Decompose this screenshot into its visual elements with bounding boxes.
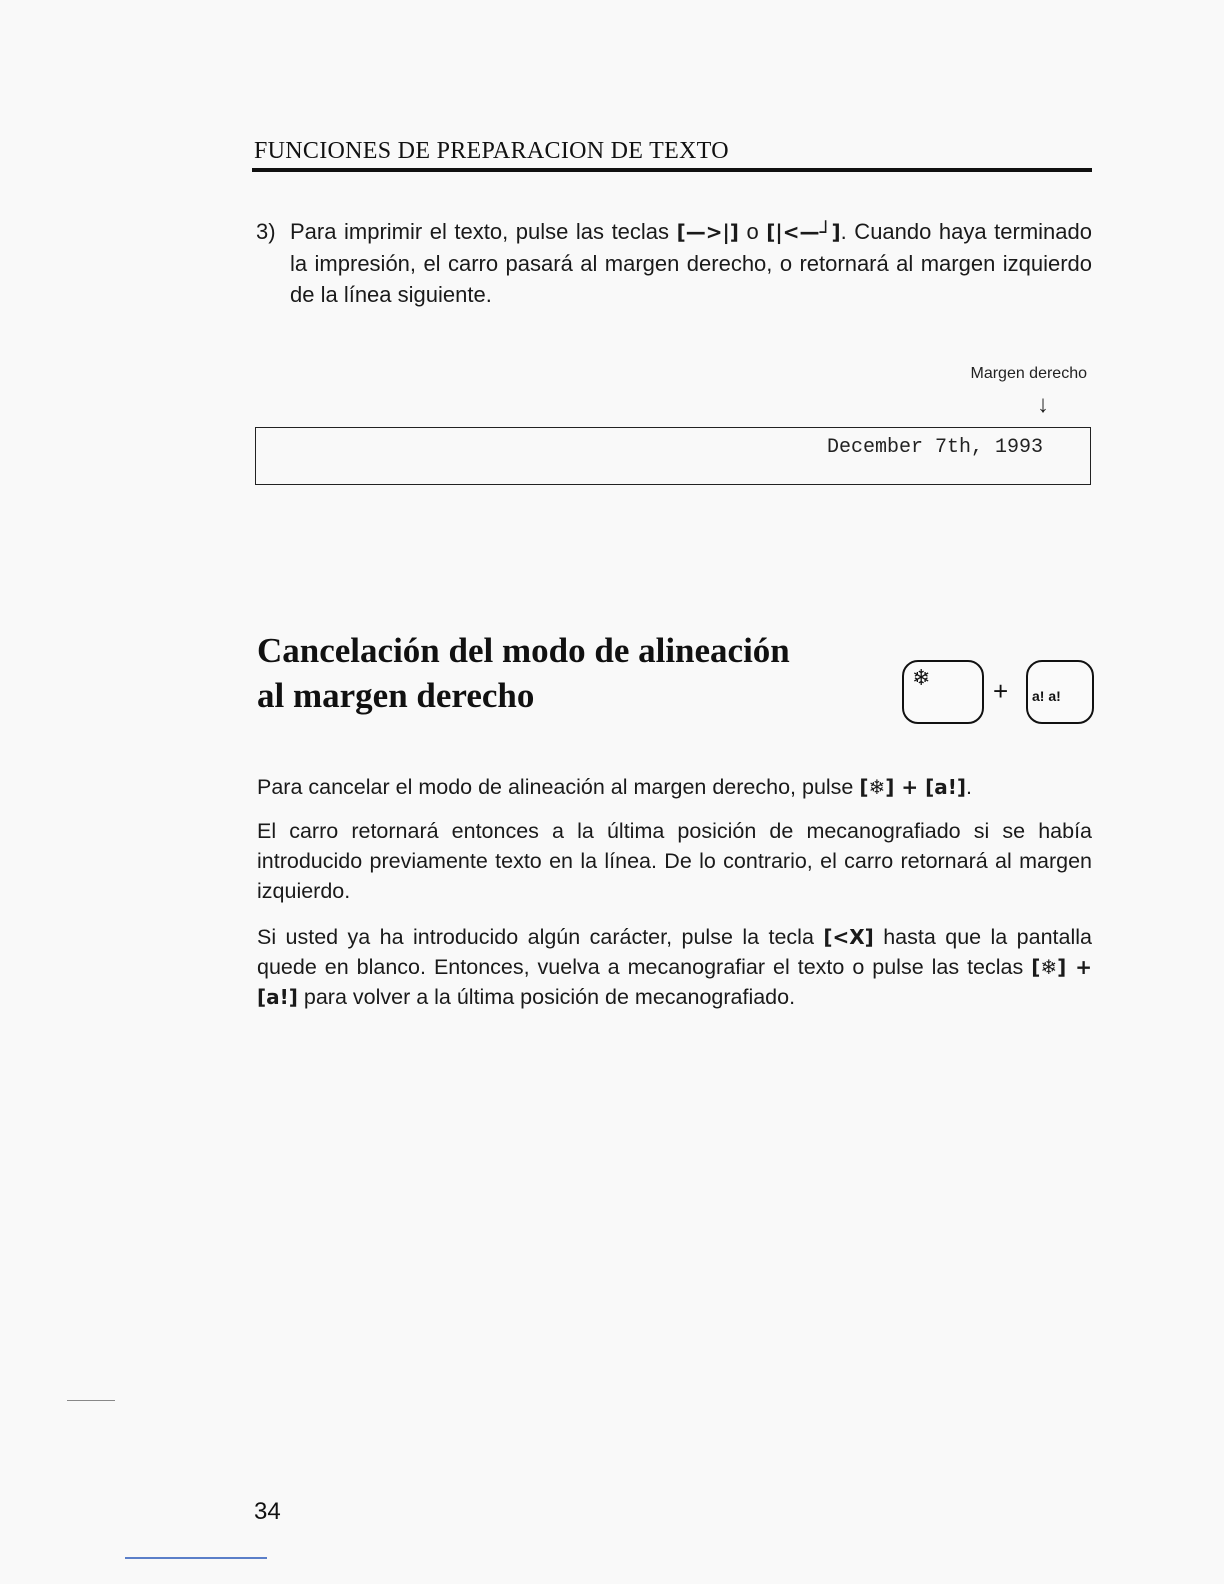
plus-sign: + bbox=[993, 676, 1009, 706]
paragraph-1-end: . bbox=[966, 775, 972, 799]
print-preview-line bbox=[255, 427, 1091, 485]
paragraph-1 bbox=[257, 772, 1092, 802]
paragraph-1-text: Para cancelar el modo de alineación al margen derecho, pulse bbox=[257, 775, 860, 799]
scan-mark bbox=[67, 1400, 115, 1401]
code-shift-keys-2: [❄] + [a!] bbox=[257, 955, 1092, 1009]
step-3-text-b: . Cuando haya terminado la impresión, el carro pasará al margen derecho, o retornará al margen izquierdo de la línea siguiente. bbox=[290, 219, 1092, 307]
down-arrow-icon: ↓ bbox=[1037, 391, 1049, 418]
return-key-icon: [|<—┘] bbox=[766, 220, 841, 244]
step-3-text bbox=[290, 216, 1092, 310]
shift-key-icon: a! a! bbox=[1032, 688, 1061, 704]
scan-mark-blue bbox=[125, 1557, 267, 1559]
section-title-line-2: al margen derecho bbox=[257, 676, 535, 715]
step-3-text-o: o bbox=[738, 219, 767, 244]
page-number: 34 bbox=[254, 1498, 281, 1525]
code-shift-keys: [❄] + [a!] bbox=[859, 775, 966, 799]
tab-key-icon: [—>|] bbox=[676, 220, 739, 244]
paragraph-3-text-b: hasta que la pantalla quede en blanco. Entonces, vuelva a mecanografiar el texto o pulse las teclas bbox=[257, 925, 1092, 979]
step-3 bbox=[256, 216, 1092, 310]
shift-key bbox=[1026, 660, 1094, 724]
step-3-text-a: Para imprimir el texto, pulse las teclas bbox=[290, 219, 677, 244]
section-title bbox=[257, 628, 857, 718]
paragraph-3-text-c: para volver a la última posición de mecanografiado. bbox=[297, 985, 796, 1009]
code-key bbox=[902, 660, 984, 724]
step-number: 3) bbox=[256, 219, 276, 244]
header-rule bbox=[252, 168, 1092, 172]
paragraph-3-text-a: Si usted ya ha introducido algún carácter, pulse la tecla bbox=[257, 925, 824, 949]
paragraph-3 bbox=[257, 922, 1092, 1012]
printed-date: December 7th, 1993 bbox=[826, 436, 1043, 459]
code-key-icon: ❄ bbox=[912, 665, 931, 690]
running-header: FUNCIONES DE PREPARACION DE TEXTO bbox=[254, 138, 729, 164]
section-title-line-1: Cancelación del modo de alineación bbox=[257, 631, 790, 670]
backspace-key-icon: [<X] bbox=[823, 925, 874, 949]
paragraph-2: El carro retornará entonces a la última posición de mecanografiado si se había introducido previamente texto en la línea. De lo contrario, el carro retornará al margen izquierdo. bbox=[257, 819, 1092, 903]
margin-label: Margen derecho bbox=[970, 365, 1087, 382]
